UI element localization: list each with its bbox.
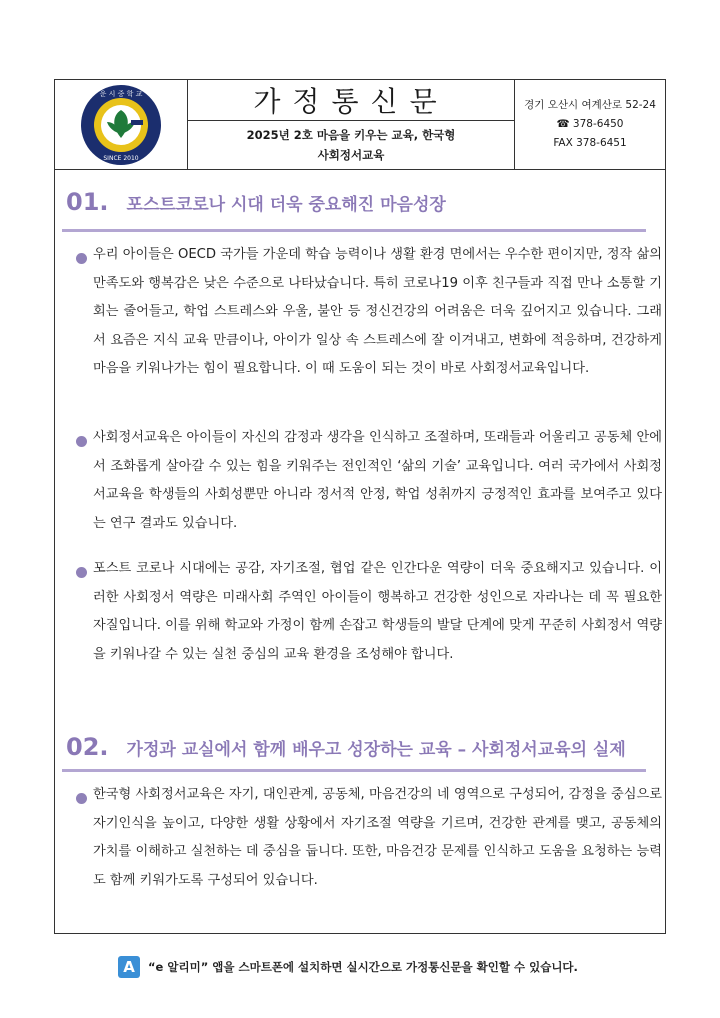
subtitle-line2: 사회정서교육 — [317, 148, 385, 162]
section-1-paragraph-1 — [76, 241, 662, 384]
section-2-heading — [66, 733, 646, 761]
section-2-paragraph-1 — [76, 781, 662, 895]
logo-text-top: 운 시 중 학 교 — [99, 89, 143, 98]
address: 경기 오산시 여계산로 52-24 — [524, 99, 656, 111]
page-title: 가정통신문 — [188, 80, 514, 121]
school-logo — [55, 80, 188, 169]
section-2-number: 02. — [66, 733, 109, 761]
section-1-heading — [66, 188, 646, 216]
e-alimi-app-icon: A — [118, 956, 140, 978]
school-emblem-icon — [73, 82, 169, 168]
paragraph-text: 우리 아이들은 OECD 국가들 가운데 학습 능력이나 생활 환경 면에서는 우수한 편이지만, 정작 삶의 만족도와 행복감은 낮은 수준으로 나타났습니다. 특히 코로나19 이후 친구들과 직접 만나 소통할 기회는 줄어들고, 학업 스트레스와 우울, 불안 등 정신건강의 어려움은 더욱 깊어지고 있습니다. 그래서 요즘은 지식 교육 만큼이나, 아이가 일상 속 스트레스에 잘 이겨내고, 변화에 적응하며, 건강하게 마음을 키워나가는 힘이 필요합니다. 이 때 도움이 되는 것이 바로 사회정서교육입니다. — [93, 247, 662, 376]
section-1-title: 포스트코로나 시대 더욱 중요해진 마음성장 — [126, 195, 446, 215]
section-1-number: 01. — [66, 188, 109, 216]
subtitle — [188, 121, 514, 169]
phone: ☎ 378-6450 — [556, 118, 624, 130]
logo-text-bottom: SINCE 2010 — [103, 154, 139, 162]
section-2-title: 가정과 교실에서 함께 배우고 성장하는 교육 – 사회정서교육의 실제 — [126, 740, 626, 760]
section-2-divider — [62, 769, 646, 772]
subtitle-line1: 2025년 2호 마음을 키우는 교육, 한국형 — [246, 128, 456, 142]
paragraph-text: 한국형 사회정서교육은 자기, 대인관계, 공동체, 마음건강의 네 영역으로 구성되어, 감정을 중심으로 자기인식을 높이고, 다양한 생활 상황에서 자기조절 역량을 기르며, 건강한 관계를 맺고, 공동체의 가치를 이해하고 실천하는 데 중심을 둡니다. 또한, 마음건강 문제를 인식하고 도움을 요청하는 능력도 함께 키워가도록 구성되어 있습니다. — [93, 787, 662, 888]
footer-notice — [118, 956, 578, 978]
footer-text: “e 알리미” 앱을 스마트폰에 설치하면 실시간으로 가정통신문을 확인할 수 있습니다. — [148, 960, 578, 974]
title-cell — [188, 80, 515, 169]
section-1-paragraph-3 — [76, 555, 662, 669]
contact-info — [515, 80, 665, 169]
section-1-divider — [62, 229, 646, 232]
paragraph-text: 사회정서교육은 아이들이 자신의 감정과 생각을 인식하고 조절하며, 또래들과 어울리고 공동체 안에서 조화롭게 살아갈 수 있는 힘을 키워주는 전인적인 ‘삶의 기술’ 교육입니다. 여러 국가에서 사회정서교육을 학생들의 사회성뿐만 아니라 정서적 안정, 학업 성취까지 긍정적인 효과를 보여주고 있다는 연구 결과도 있습니다. — [93, 430, 662, 531]
paragraph-text: 포스트 코로나 시대에는 공감, 자기조절, 협업 같은 인간다운 역량이 더욱 중요해지고 있습니다. 이러한 사회정서 역량은 미래사회 주역인 아이들이 행복하고 건강한 성인으로 자라나는 데 꼭 필요한 자질입니다. 이를 위해 학교와 가정이 함께 손잡고 학생들의 발달 단계에 맞게 꾸준히 사회정서 역량을 키워나갈 수 있는 실천 중심의 교육 환경을 조성해야 합니다. — [93, 561, 662, 662]
fax: FAX 378-6451 — [553, 137, 627, 149]
section-1-paragraph-2 — [76, 424, 662, 538]
letter-header — [54, 79, 666, 170]
